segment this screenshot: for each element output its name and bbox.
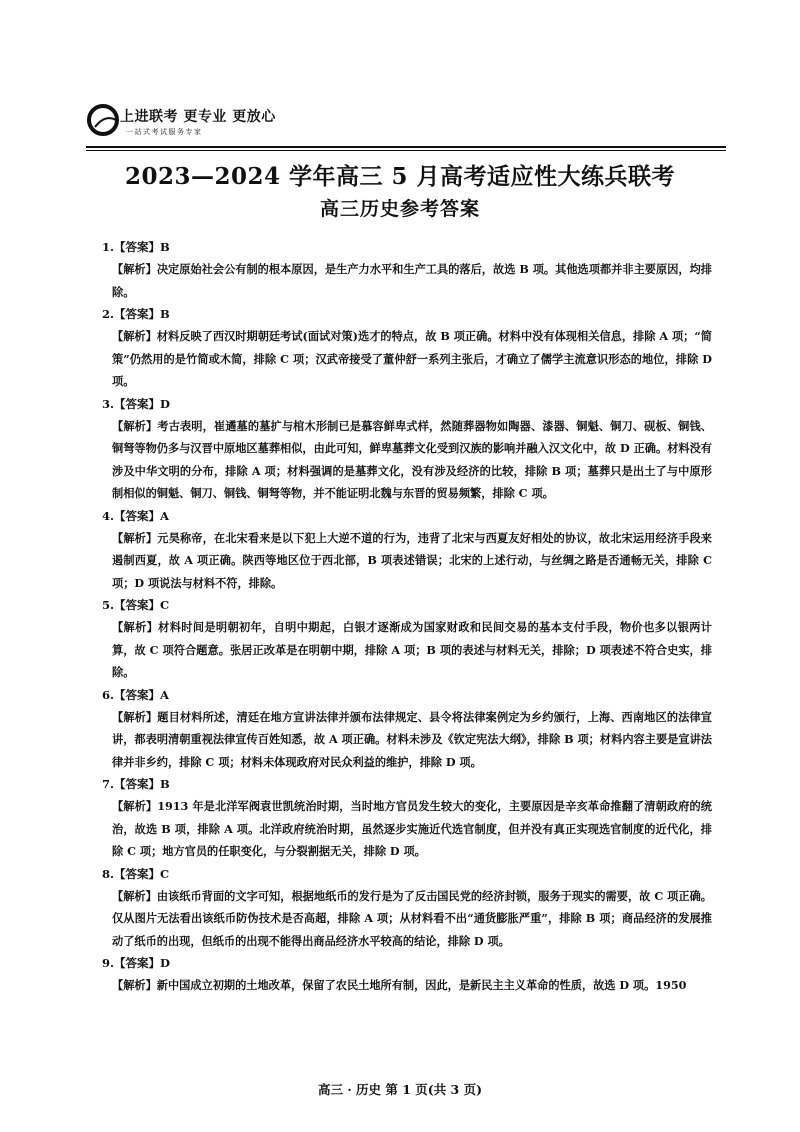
answer-explanation: 【解析】材料反映了西汉时期朝廷考试(面试对策)选才的特点，故 B 项正确。材料中没有体现相关信息，排除 A 项；“简策”仍然用的是竹简或木简，排除 C 项；汉武帝接受了董仲舒一系列主张后，才确立了儒学主流意识形态的地位，排除 D 项。 bbox=[112, 329, 712, 388]
answer-explanation: 【解析】题目材料所述，清廷在地方宣讲法律并颁布法律规定、县令将法律案例定为乡约颁行，上海、西南地区的法律宣讲，都表明清朝重视法律宣传百姓知悉，故 A 项正确。材料未涉及《钦定宪法大纲》，排除 B 项；材料内容主要是宣讲法律并非乡约，排除 C 项；材料未体现政府对民众利益的维护，排除 D 项。 bbox=[112, 709, 712, 769]
header-rule-thin bbox=[86, 150, 726, 151]
page-title: 2023—2024 学年高三 5 月高考适应性大练兵联考 bbox=[124, 163, 676, 190]
answer-item bbox=[102, 773, 712, 863]
answer-label: 5.【答案】C bbox=[102, 598, 170, 612]
answer-label: 9.【答案】D bbox=[102, 956, 170, 970]
answer-list bbox=[102, 236, 712, 997]
page-subtitle: 高三历史参考答案 bbox=[319, 198, 480, 220]
answer-item bbox=[102, 863, 712, 953]
header-rule bbox=[86, 146, 726, 148]
answer-explanation: 【解析】由该纸币背面的文字可知，根据地纸币的发行是为了反击国民党的经济封锁，服务于现实的需要，故 C 项正确。仅从图片无法看出该纸币防伪技术是否高超，排除 A 项；从材料看不出“通货膨胀严重”，排除 B 项；商品经济的发展推动了纸币的出现，但纸币的出现不能得出商品经济水平较高的结论，排除 D 项。 bbox=[112, 888, 712, 948]
answer-label: 1.【答案】B bbox=[102, 240, 170, 254]
brand-slogan: 上进联考 更专业 更放心 bbox=[120, 109, 276, 125]
brand-subtitle: 一站式考试服务专家 bbox=[126, 128, 203, 136]
answer-label: 2.【答案】B bbox=[102, 307, 170, 321]
answer-explanation: 【解析】考古表明，崔遹墓的墓扩与棺木形制已是慕容鲜卑式样，然随葬器物如陶器、漆器、铜魁、铜刀、砚板、铜钱、铜弩等物仍多与汉晋中原地区墓葬相似，由此可知，鲜卑墓葬文化受到汉族的影响并融入汉文化中，故 D 正确。材料没有涉及中华文明的分布，排除 A 项；材料强调的是墓葬文化，没有涉及经济的比较，排除 B 项；墓葬只是出土了与中原形制相似的铜魁、铜刀、铜钱、铜弩等物，并不能证明北魏与东晋的贸易频繁，排除 C 项。 bbox=[112, 418, 712, 500]
answer-explanation: 【解析】1913 年是北洋军阀袁世凯统治时期，当时地方官员发生较大的变化，主要原因是辛亥革命推翻了清朝政府的统治，故选 B 项，排除 A 项。北洋政府统治时期，虽然逐步实施近代选官制度，但并没有真正实现选官制度的近代化，排除 C 项；地方官员的任职变化，与分裂割据无关，排除 D 项。 bbox=[112, 799, 712, 858]
header-logo-block bbox=[86, 100, 346, 152]
answer-item bbox=[102, 594, 712, 684]
page-footer: 高三 · 历史 第 1 页(共 3 页) bbox=[317, 1082, 483, 1097]
answer-label: 8.【答案】C bbox=[102, 866, 170, 881]
answer-label: 6.【答案】A bbox=[102, 687, 169, 702]
answer-explanation: 【解析】元昊称帝，在北宋看来是以下犯上大逆不道的行为，违背了北宋与西夏友好相处的协议，故北宋运用经济手段来遏制西夏，故 A 项正确。陕西等地区位于西北部，B 项表述错误；北宋的上述行动，与丝绸之路是否通畅无关，排除 C 项；D 项说法与材料不符，排除。 bbox=[112, 530, 712, 590]
answer-explanation: 【解析】新中国成立初期的土地改革，保留了农民土地所有制，因此，是新民主主义革命的性质，故选 D 项。1950 bbox=[112, 978, 687, 992]
answer-explanation: 【解析】决定原始社会公有制的根本原因，是生产力水平和生产工具的落后，故选 B 项。其他选项都并非主要原因，均排除。 bbox=[112, 262, 712, 299]
answer-label: 3.【答案】D bbox=[102, 396, 170, 411]
answer-label: 7.【答案】B bbox=[102, 777, 170, 791]
answer-item bbox=[102, 684, 712, 774]
answer-item bbox=[102, 952, 712, 997]
answer-explanation: 【解析】材料时间是明朝初年，自明中期起，白银才逐渐成为国家财政和民间交易的基本支付手段，物价也多以银两计算，故 C 项符合题意。张居正改革是在明朝中期，排除 A 项；B 项的表述与材料无关，排除；D 项表述不符合史实，排除。 bbox=[112, 620, 712, 679]
answer-item bbox=[102, 393, 712, 505]
answer-label: 4.【答案】A bbox=[102, 508, 169, 523]
answer-item bbox=[102, 303, 712, 393]
answer-item bbox=[102, 236, 712, 303]
answer-item bbox=[102, 505, 712, 595]
